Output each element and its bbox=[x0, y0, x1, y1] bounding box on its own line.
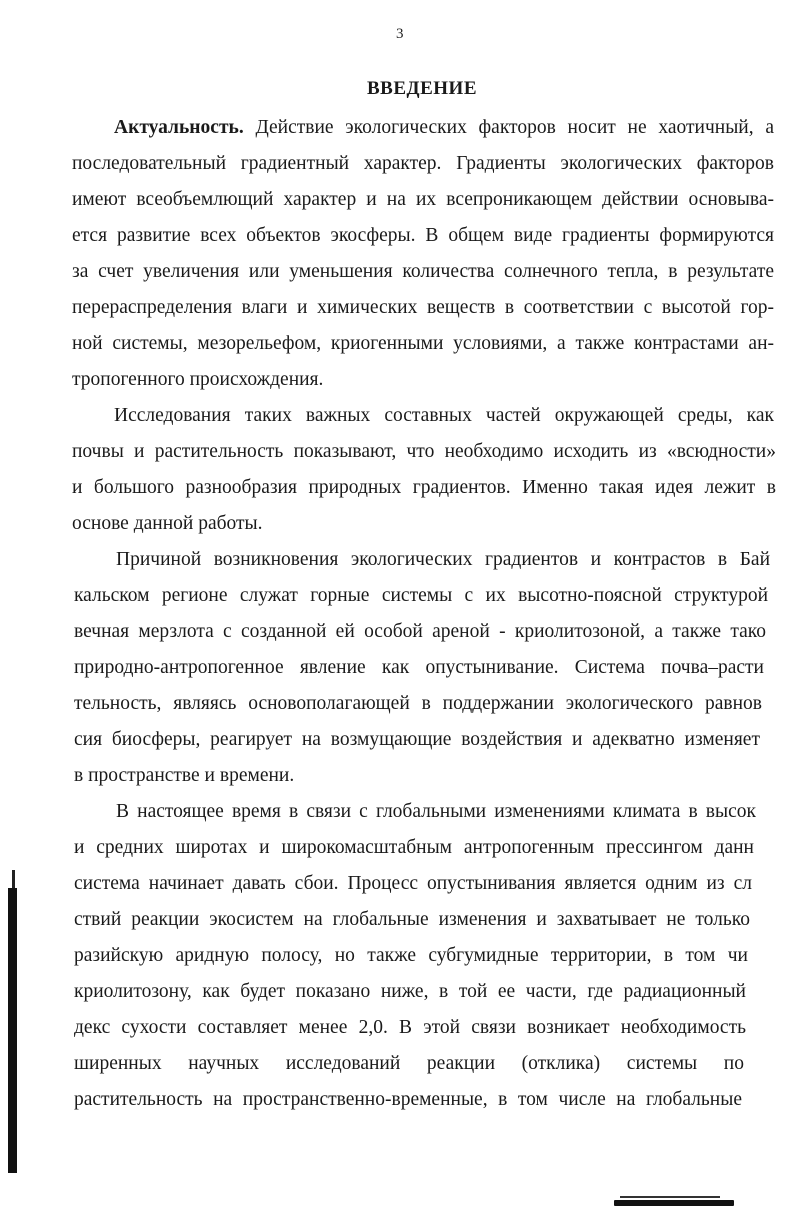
paragraph-4-line: криолитозону, как будет показано ниже, в той ее части, где радиационный bbox=[74, 981, 746, 1002]
paragraph-1-line: тропогенного происхождения. bbox=[72, 369, 324, 390]
paragraph-4-line: декс сухости составляет менее 2,0. В этой связи возникает необходимость bbox=[74, 1017, 746, 1038]
paragraph-1-line bbox=[114, 116, 774, 140]
paragraph-4-line: и средних широтах и широкомасштабным антропогенным прессингом данн bbox=[74, 837, 754, 858]
paragraph-3-line: вечная мерзлота с созданной ей особой ареной - криолитозоной, а также тако bbox=[74, 621, 766, 642]
scan-footer-line bbox=[614, 1200, 734, 1206]
paragraph-4-line: система начинает давать сбои. Процесс опустынивания является одним из сл bbox=[74, 873, 752, 894]
scan-footer-artifact bbox=[620, 1196, 720, 1198]
paragraph-1-line: имеют всеобъемлющий характер и на их всепроникающем действии основыва- bbox=[72, 189, 774, 210]
paragraph-1-lead: Актуальность. bbox=[114, 117, 244, 138]
paragraph-2-line: основе данной работы. bbox=[72, 513, 263, 534]
paragraph-3-line: природно-антропогенное явление как опустынивание. Система почва–расти bbox=[74, 657, 764, 678]
paragraph-3-line: кальском регионе служат горные системы с их высотно-поясной структурой bbox=[74, 585, 768, 606]
paragraph-2-line: и большого разнообразия природных градиентов. Именно такая идея лежит в bbox=[72, 477, 776, 498]
paragraph-2-line: почвы и растительность показывают, что необходимо исходить из «всюдности» bbox=[72, 441, 776, 462]
paragraph-1-line: последовательный градиентный характер. Градиенты экологических факторов bbox=[72, 153, 774, 174]
page-number: 3 bbox=[396, 26, 404, 42]
paragraph-1-line: ной системы, мезорельефом, криогенными условиями, а также контрастами ан- bbox=[72, 333, 774, 354]
paragraph-1-line: за счет увеличения или уменьшения количества солнечного тепла, в результате bbox=[72, 261, 774, 282]
paragraph-3-line: сия биосферы, реагирует на возмущающие воздействия и адекватно изменяет bbox=[74, 729, 760, 750]
paragraph-1-line: перераспределения влаги и химических веществ в соответствии с высотой гор- bbox=[72, 297, 774, 318]
paragraph-3-line: тельность, являясь основополагающей в поддержании экологического равнов bbox=[74, 693, 762, 714]
paragraph-4-line: разийскую аридную полосу, но также субгумидные территории, в том чи bbox=[74, 945, 748, 966]
paragraph-2-line: Исследования таких важных составных частей окружающей среды, как bbox=[114, 405, 774, 426]
paragraph-1-line-1-rest: Действие экологических факторов носит не хаотичный, а bbox=[243, 117, 774, 138]
paragraph-4-line: В настоящее время в связи с глобальными изменениями климата в высок bbox=[116, 801, 756, 822]
paragraph-1-line: ется развитие всех объектов экосферы. В общем виде градиенты формируются bbox=[72, 225, 774, 246]
scan-edge-bar bbox=[8, 888, 17, 1173]
paragraph-3-line: Причиной возникновения экологических градиентов и контрастов в Бай bbox=[116, 549, 770, 570]
paragraph-4-line: растительность на пространственно-временные, в том числе на глобальные bbox=[74, 1089, 742, 1110]
paragraph-4-line: ствий реакции экосистем на глобальные изменения и захватывает не только bbox=[74, 909, 750, 930]
paragraph-4-line: ширенных научных исследований реакции (отклика) системы по bbox=[74, 1053, 744, 1074]
paragraph-3-line: в пространстве и времени. bbox=[74, 765, 295, 786]
section-heading: ВВЕДЕНИЕ bbox=[367, 78, 477, 99]
